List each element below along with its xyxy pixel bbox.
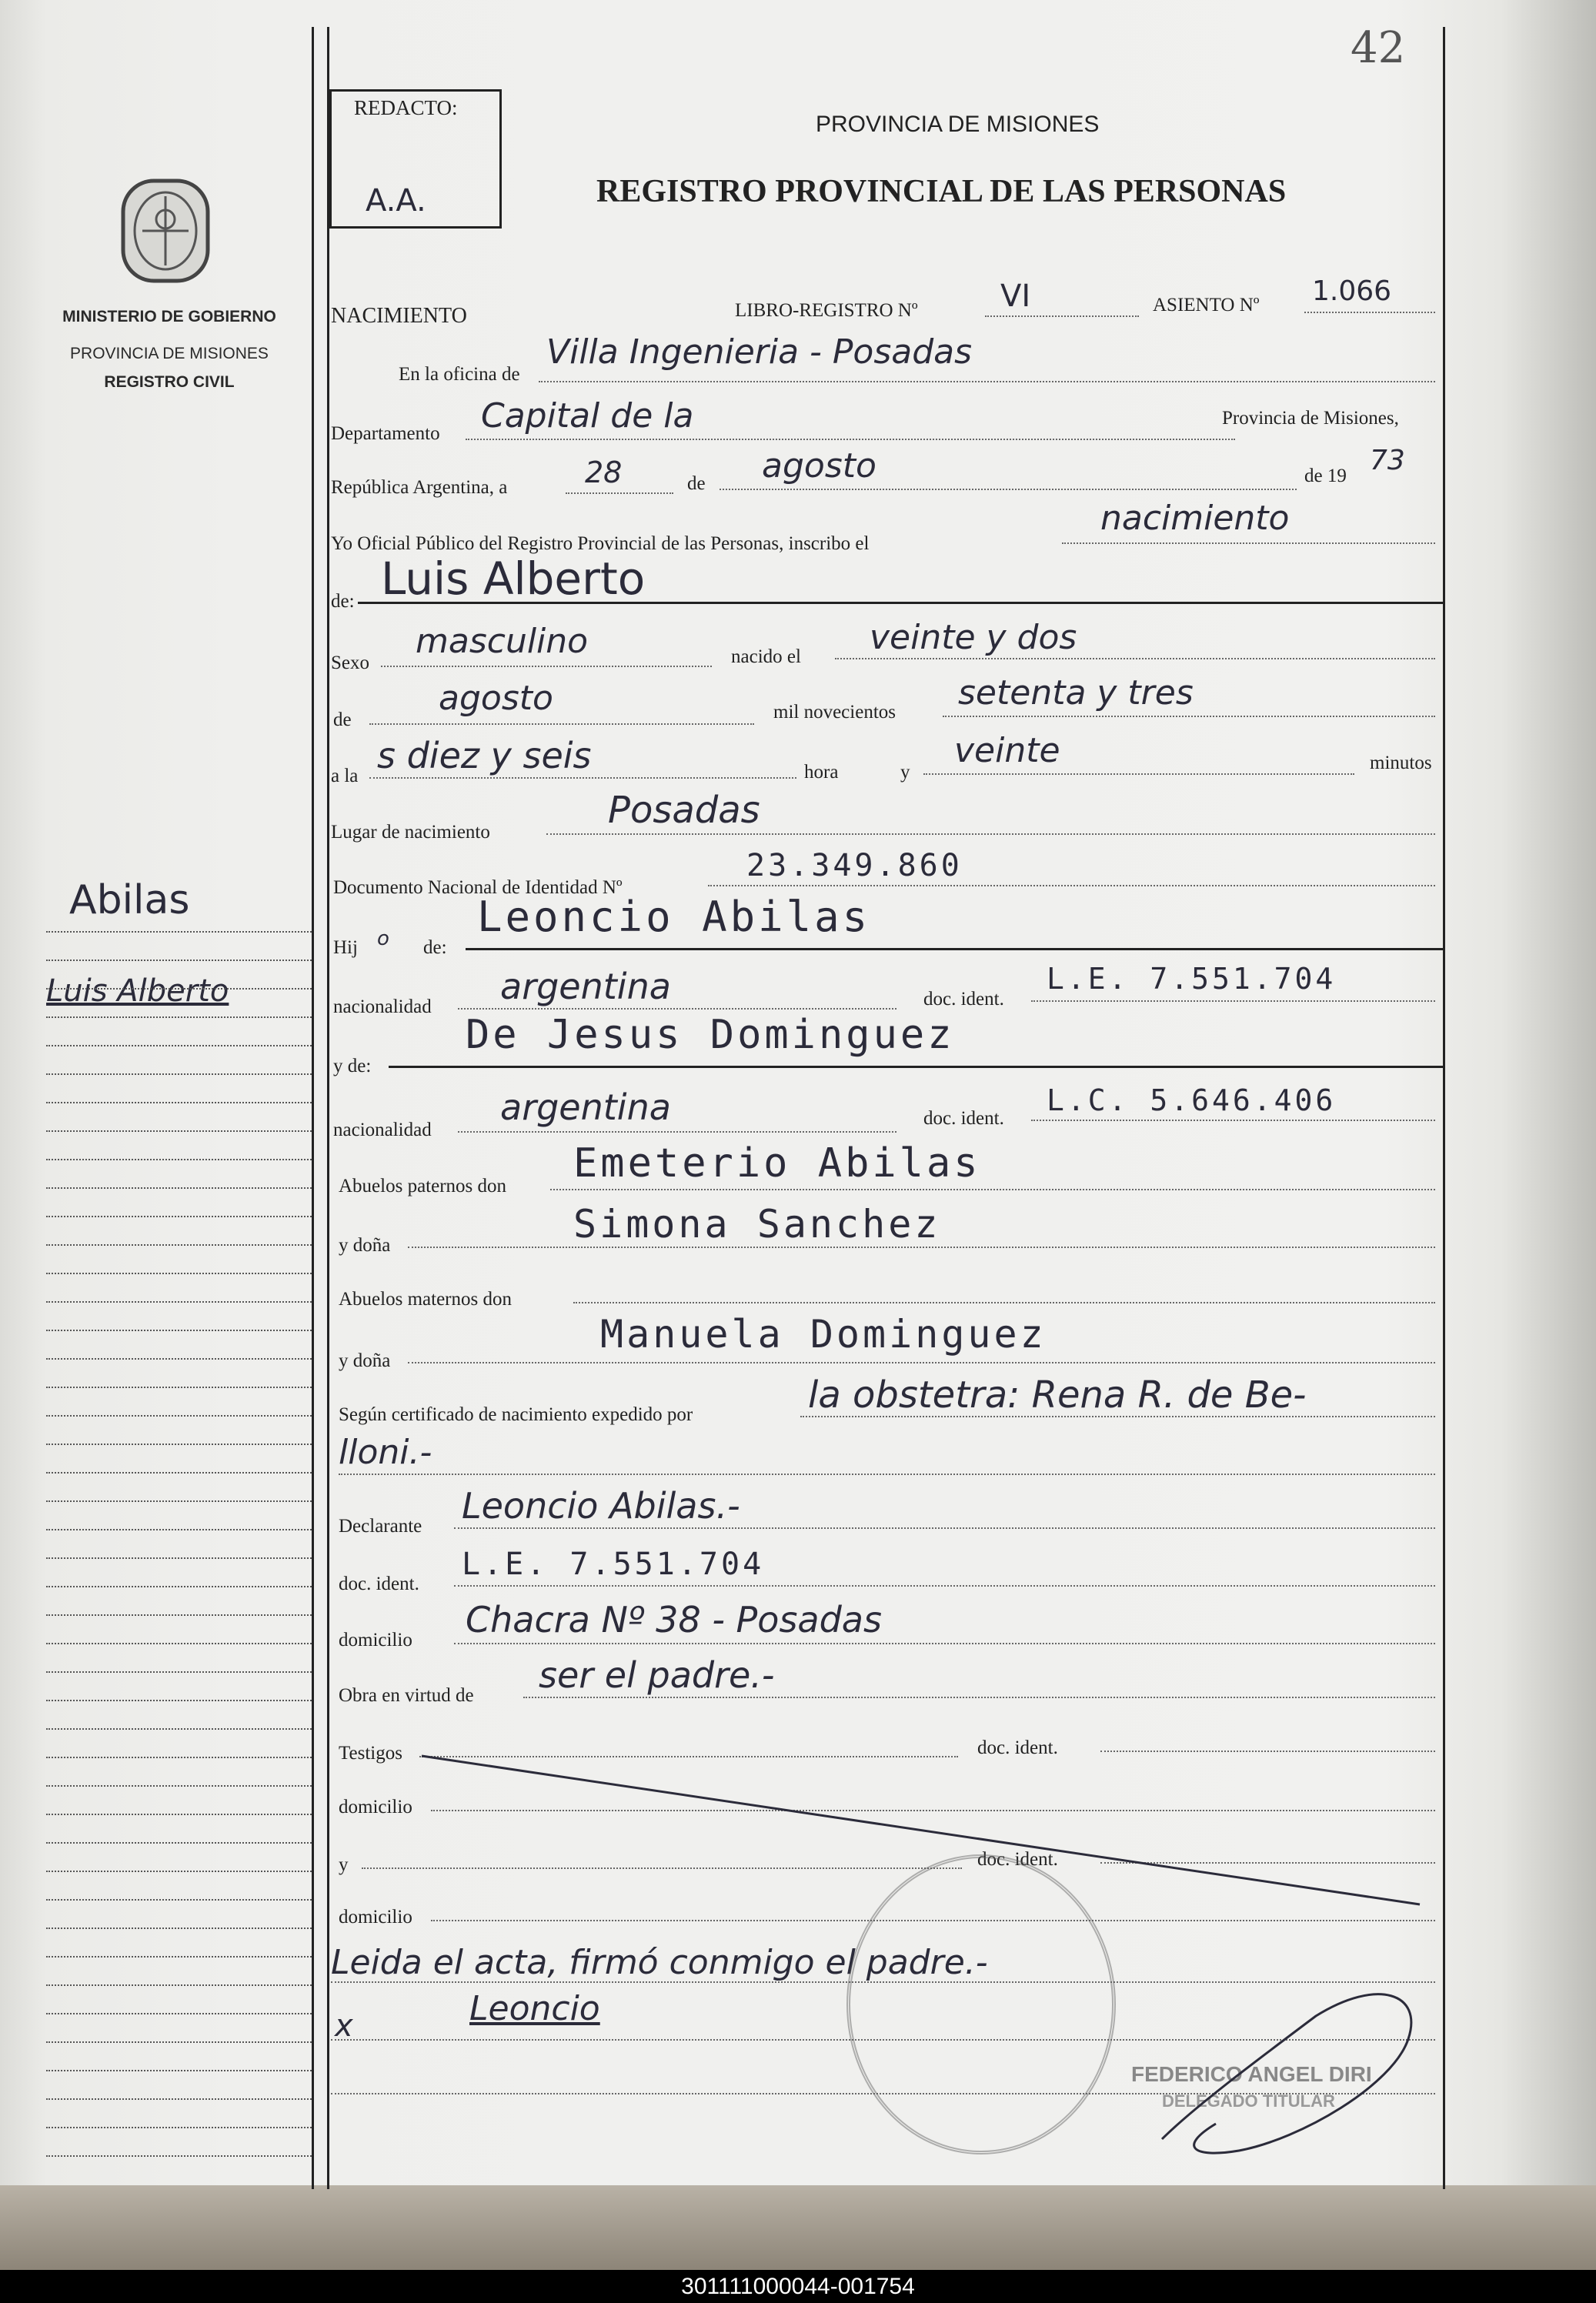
margin-province: PROVINCIA DE MISIONES [70,345,269,362]
abuelos-maternos-label: Abuelos maternos don [339,1289,512,1310]
de-label-name: de: [331,591,355,612]
hijo-de-label: de: [423,937,447,958]
mil-label: mil novecientos [773,702,896,723]
asiento-value: 1.066 [1312,275,1392,307]
nacido-label: nacido el [731,646,801,667]
nacido-value: veinte y dos [870,618,1077,657]
dni-value: 23.349.860 [746,848,963,883]
hora-value: s diez y seis [377,735,592,776]
oficial-value: nacimiento [1100,499,1290,538]
margin-surname: Abilas [69,877,190,923]
page-number: 42 [1351,23,1406,73]
oficial-label: Yo Oficial Público del Registro Provincial de las Personas, inscribo el [331,533,870,554]
year-value: 73 [1370,445,1405,476]
abuelo-paterno-value: Emeterio Abilas [573,1140,981,1187]
cert-value: la obstetra: Rena R. de Be- [808,1373,1307,1417]
de-label-mes: de [333,709,352,730]
redacto-label: REDACTO: [354,96,458,119]
declarante-signature: Leoncio [469,1989,600,2028]
minutos-label: minutos [1370,753,1432,773]
registry-stamp [846,1854,1116,2154]
nombre-value: Luis Alberto [381,552,646,605]
horas-label: hora [804,762,839,783]
sexo-value: masculino [416,622,589,661]
hijo-label: Hij [333,937,358,958]
cert-label: Según certificado de nacimiento expedido por [339,1404,693,1425]
mil-value: setenta y tres [958,673,1194,713]
obra-value: ser el padre.- [539,1654,775,1696]
nacido-mes-value: agosto [439,679,553,718]
doc2-value: L.C. 5.646.406 [1047,1083,1337,1117]
doc1-value: L.E. 7.551.704 [1047,962,1337,996]
testigos-label: Testigos [339,1743,402,1764]
yde-label: y de: [333,1056,372,1076]
ala-label: a la [331,766,359,786]
nac1-value: argentina [500,966,671,1007]
ydona2-label: y doña [339,1350,391,1371]
sexo-label: Sexo [331,653,369,673]
record-type: NACIMIENTO [331,304,467,328]
madre-value: De Jesus Dominguez [466,1012,955,1058]
cert-value-2: lloni.- [339,1433,432,1472]
domicilio-value: Chacra Nº 38 - Posadas [466,1599,882,1640]
dni-label: Documento Nacional de Identidad Nº [333,877,623,898]
abuela-paterna-value: Simona Sanchez [573,1202,941,1247]
lugar-value: Posadas [608,789,760,832]
lugar-label: Lugar de nacimiento [331,822,490,843]
margin-given-names: Luis Alberto [46,973,229,1009]
abuela-materna-value: Manuela Dominguez [600,1312,1047,1357]
minutos-value: veinte [954,731,1060,770]
obra-label: Obra en virtud de [339,1685,474,1706]
nac2-value: argentina [500,1086,671,1128]
libro-label: LIBRO-REGISTRO Nº [735,300,918,321]
oficina-label: En la oficina de [399,364,520,385]
doc1-label: doc. ident. [923,989,1004,1010]
dia-value: 28 [585,456,623,489]
padre-value: Leoncio Abilas [477,893,871,941]
docdecl-label: doc. ident. [339,1574,419,1594]
testigo1-doc-label: doc. ident. [977,1737,1058,1758]
abuelos-paternos-label: Abuelos paternos don [339,1176,507,1197]
page-title: REGISTRO PROVINCIAL DE LAS PERSONAS [596,174,1287,209]
declarante-value: Leoncio Abilas.- [462,1485,740,1527]
provincia-label: Provincia de Misiones, [1222,408,1399,429]
official-stamp-name: FEDERICO ANGEL DIRI [1131,2062,1372,2086]
oficina-value: Villa Ingenieria - Posadas [546,332,973,372]
header-province: PROVINCIA DE MISIONES [816,112,1100,137]
mes-value: agosto [762,446,876,486]
asiento-label: ASIENTO Nº [1153,295,1260,315]
margin-ministry: MINISTERIO DE GOBIERNO [62,308,276,325]
redacto-value: A.A. [366,183,426,219]
official-signature [1147,1970,1447,2170]
doc2-label: doc. ident. [923,1108,1004,1129]
margin-registry: REGISTRO CIVIL [104,373,235,391]
libro-value: VI [1000,279,1031,314]
leida-text: Leida el acta, firmó conmigo el padre.- [331,1943,988,1982]
y-testigo-label: y [339,1854,349,1875]
departamento-value: Capital de la [481,396,694,436]
declarante-label: Declarante [339,1516,422,1537]
departamento-label: Departamento [331,423,440,444]
official-stamp-role: DELEGADO TITULAR [1162,2091,1335,2111]
de-year-label: de 19 [1304,466,1347,486]
signature-x-mark: x [335,2008,353,2044]
docdecl-value: L.E. 7.551.704 [462,1547,765,1582]
domicilio-label: domicilio [339,1630,412,1650]
testigo2-domicilio-label: domicilio [339,1907,412,1928]
ydona1-label: y doña [339,1235,391,1256]
testigo2-doc-label: doc. ident. [977,1849,1058,1870]
nac1-label: nacionalidad [333,996,432,1017]
hijo-suffix: o [377,927,389,950]
footer-code: 301111000044-001754 [0,2270,1596,2303]
y-label: y [900,762,910,783]
de-label: de [687,473,706,494]
republica-label: República Argentina, a [331,477,508,498]
nac2-label: nacionalidad [333,1120,432,1140]
testigo1-domicilio-label: domicilio [339,1797,412,1817]
